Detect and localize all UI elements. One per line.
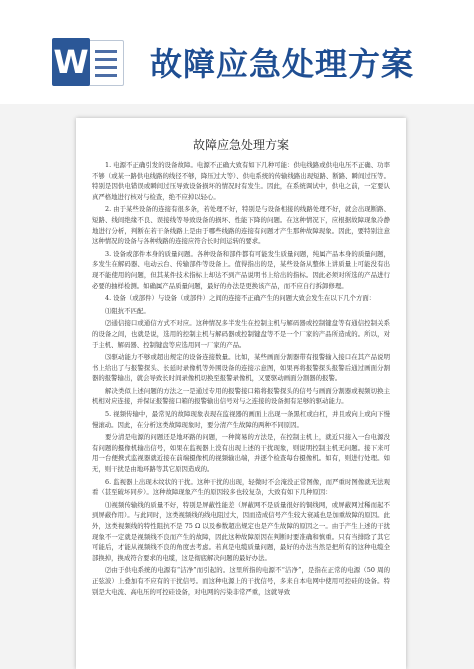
paragraph: 6. 监视器上出现木纹状的干扰。这种干扰的出现，轻微时不会淹没正常图像，而严重时图像就无法观看（甚至破坏同步）。这种故障现象产生的原因较多也较复杂，大致有如下几种原因：	[92, 477, 390, 497]
paragraph: ⑶驱动能力不够或超出规定的设备连接数量。比如，某些画面分割器带有报警输入接口在其产品说明书上给出了与报警探头、长延时录像机等外围设备的连接示意图，如果再将报警探头报警后通过画面分割器的报警输出，就会导致长时间录像机切换至报警录像机，又要驱动画面分割器的报警。	[92, 353, 390, 383]
word-document-icon	[52, 38, 124, 86]
document-body	[92, 160, 390, 660]
page-title: 故障应急处理方案	[150, 45, 415, 83]
paragraph: 2. 由于某些设备的连接有很多条，若处理不好，特别是与设备相接的线路处理不好，就会出现断路、短路、线间绝缘不良、误接线等导致设备的损坏、性能下降的问题。在这种情况下，应根据故障现象冷静地进行分析，判断在若干条线路上是由于哪些线路的连接有问题才产生那种故障现象。因此，要特别注意这种情况的设备与各种线路的连接应符合长时间运转的要求。	[92, 205, 390, 246]
paragraph: 要分清是电源的问题还是地环路的问题，一种简易的方法是，在控制主机上，就近只接入一台电源没有问题的摄像机输出信号，如果在监视器上没有出现上述的干扰现象，则说明控制主机无问题。接下来可用一台便携式监视器就近接在前端摄像机的视频输出端，并逐个检查每台摄像机。如有，则进行处理。如无，则干扰是由地环路等其它原因造成的。	[92, 433, 390, 474]
paragraph: 1. 电源不正确引发的设备故障。电源不正确大致有如下几种可能：供电线路或供电电压不正确、功率不够（或某一路供电线路的线径不够，降压过大等）、供电系统的传输线路出现短路、断路、瞬间过压等。特别是因供电错误或瞬间过压导致设备损坏的情况时有发生。因此，在系统调试中，供电之前，一定要认真严格地进行核对与检查，绝不应掉以轻心。	[92, 161, 390, 201]
paragraph: ⑴视频传输线的质量不好，特别是屏蔽性能差（屏蔽网不是质量很好的铜线网，或屏蔽网过稀而起不到屏蔽作用）。与此同时，这类视频线的线电阻过大，因而造成信号产生较大衰减也是加重故障的原因。此外，这类视频线的特性阻抗不是 75 Ω 以及参数超出规定也是产生故障的原因之一。由于产生上述的干扰现象不一定就是视频线不良而产生的故障，因此这种故障原因在判断时要准确和慎重。只有当排除了其它可能后，才能从视频线不良的角度去考虑。若真是电缆质量问题，最好的办法当然是把所有的这种电缆全部换掉，换成符合要求的电缆，这是彻底解决问题的最好办法。	[92, 500, 390, 562]
paragraph: 解决类似上述问题的方法之一是通过专用的报警接口箱将报警探头的信号与画面分割器或视频切换主机相对应连接，并保证报警接口箱的报警输出信号对与之连接的设备拥有足够的驱动能力。	[92, 386, 390, 406]
paragraph: ⑵由于供电系统的电源有“洁净”而引起的。这里所指的电源不“洁净”，是指在正常的电源（50 周的正弦波）上叠加有不应有的干扰信号。而这种电源上的干扰信号，多来自本电网中使用可控硅的设备。特别是大电流、高电压的可控硅设备，对电网的污染非常严重，这就导致	[92, 566, 390, 596]
paragraph: ⑵通信接口或通信方式不对应。这种情况多半发生在控制主机与解码器或控制键盘等有通信控制关系的设备之间，也就是说，选用的控制主机与解码器或控制键盘等不是一个厂家的产品所造成的。所以，对于主机、解码器、控制键盘等应选用同一厂家的产品。	[92, 319, 390, 349]
paragraph: 3. 设备或部件本身的质量问题。各种设备和部件都有可能发生质量问题，纯属产品本身的质量问题，多发生在解码器、电动云台、传输部件等设备上。值得指出的是，某些设备从整体上讲质量上可能没有出现不能使用的问题，但其某件技术指标上却达不到产品说明书上给出的指标。因此必须对所选的产品进行必要的抽样检测。如确属产品质量问题，最好的办法是更换该产品，而不应自行拆卸修理。	[92, 249, 390, 290]
page-header	[0, 0, 474, 104]
word-letter-badge: W	[52, 38, 90, 86]
document-heading: 故障应急处理方案	[192, 138, 289, 152]
document-page	[76, 118, 406, 669]
paragraph: 5. 视频传输中，最常见的故障现象表现在监视器的画面上出现一条黑杠或白杠，并且或向上或向下慢慢滚动。因此，在分析这类故障现象时，要分清产生故障的两种不同原因。	[92, 410, 390, 429]
paragraph: ⑴阻抗不匹配。	[105, 306, 150, 315]
paragraph: 4. 设备（或部件）与设备（或部件）之间的连接不正确产生的问题大致会发生在以下几个方面：	[105, 294, 376, 303]
